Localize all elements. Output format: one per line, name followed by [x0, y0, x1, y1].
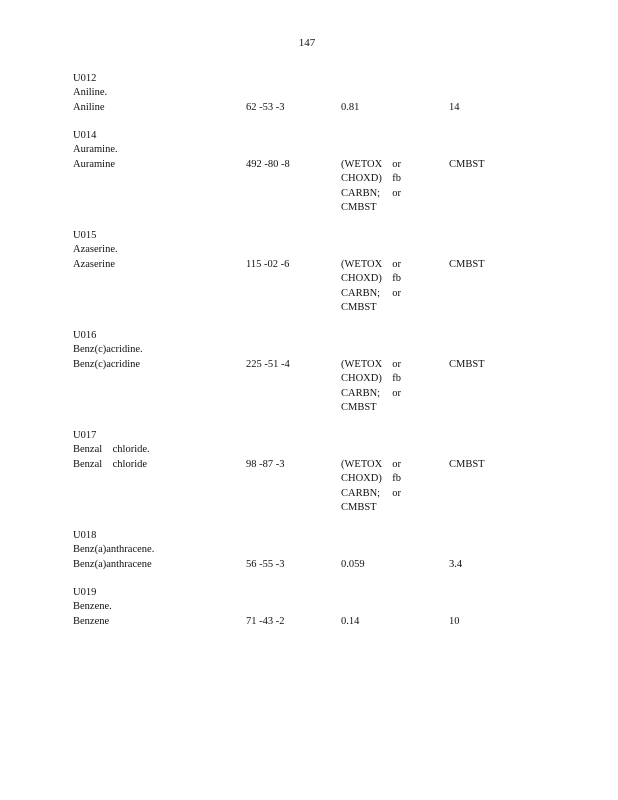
cas-number: 71 -43 -2	[246, 615, 285, 627]
wastewater-standard	[341, 358, 401, 416]
common-name: Azaserine.	[73, 244, 118, 256]
nonwastewater-standard: CMBST	[449, 158, 485, 170]
waste-entry	[73, 429, 593, 514]
wastewater-standard	[341, 258, 401, 316]
wastewater-standard	[341, 158, 401, 216]
waste-code: U012	[73, 73, 97, 84]
waste-entry	[73, 586, 593, 629]
constituent-name: Benz(c)acridine	[73, 358, 141, 370]
constituent-row	[73, 358, 593, 414]
wastewater-line: CHOXD) fb	[341, 273, 401, 285]
waste-entry	[73, 329, 593, 414]
page-number: 147	[298, 37, 316, 49]
wastewater-line: CARBN; or	[341, 287, 401, 299]
waste-code: U015	[73, 230, 97, 241]
wastewater-line: CARBN; or	[341, 487, 401, 499]
wastewater-line: CMBST	[341, 202, 377, 214]
nonwastewater-standard: CMBST	[449, 358, 485, 370]
wastewater-line: CMBST	[341, 502, 377, 514]
waste-entry	[73, 229, 593, 314]
cas-number: 492 -80 -8	[246, 158, 290, 170]
wastewater-line: CHOXD) fb	[341, 473, 401, 485]
wastewater-standard	[341, 458, 401, 516]
wastewater-line: 0.059	[341, 558, 365, 570]
waste-code: U014	[73, 130, 97, 141]
constituent-row	[73, 458, 593, 514]
cas-number: 115 -02 -6	[246, 258, 290, 270]
common-name: Auramine.	[73, 144, 118, 156]
wastewater-line: CMBST	[341, 302, 377, 314]
waste-entry	[73, 72, 593, 115]
constituent-name: Azaserine	[73, 258, 115, 270]
constituent-name: Aniline	[73, 101, 105, 113]
wastewater-line: CARBN; or	[341, 387, 401, 399]
wastewater-standard	[341, 101, 401, 115]
wastewater-line: CHOXD) fb	[341, 173, 401, 185]
cas-number: 62 -53 -3	[246, 101, 285, 113]
common-name: Benz(c)acridine.	[73, 344, 143, 356]
constituent-row	[73, 101, 593, 115]
waste-code: U017	[73, 430, 97, 441]
wastewater-line: (WETOX or	[341, 258, 401, 270]
common-name: Aniline.	[73, 87, 108, 99]
nonwastewater-standard: CMBST	[449, 258, 485, 270]
cas-number: 225 -51 -4	[246, 358, 290, 370]
waste-code: U019	[73, 587, 97, 598]
wastewater-standard	[341, 558, 401, 572]
waste-code: U018	[73, 530, 97, 541]
common-name: Benzal chloride.	[73, 444, 150, 456]
nonwastewater-standard: 14	[449, 101, 460, 113]
nonwastewater-standard: 3.4	[449, 558, 463, 570]
wastewater-line: CMBST	[341, 402, 377, 414]
constituent-row	[73, 158, 593, 214]
wastewater-line: (WETOX or	[341, 158, 401, 170]
wastewater-line: CARBN; or	[341, 187, 401, 199]
constituent-row	[73, 258, 593, 314]
constituent-name: Auramine	[73, 158, 115, 170]
cas-number: 56 -55 -3	[246, 558, 285, 570]
waste-code: U016	[73, 330, 97, 341]
constituent-name: Benzene	[73, 615, 110, 627]
constituent-name: Benz(a)anthracene	[73, 558, 152, 570]
waste-entry	[73, 529, 593, 572]
common-name: Benz(a)anthracene.	[73, 544, 155, 556]
constituent-name: Benzal chloride	[73, 458, 148, 470]
wastewater-line: (WETOX or	[341, 458, 401, 470]
waste-entry	[73, 129, 593, 214]
nonwastewater-standard: CMBST	[449, 458, 485, 470]
wastewater-line: CHOXD) fb	[341, 373, 401, 385]
common-name: Benzene.	[73, 601, 112, 613]
constituent-row	[73, 558, 593, 572]
nonwastewater-standard: 10	[449, 615, 460, 627]
wastewater-line: 0.14	[341, 615, 360, 627]
wastewater-line: 0.81	[341, 101, 360, 113]
wastewater-standard	[341, 615, 401, 629]
cas-number: 98 -87 -3	[246, 458, 285, 470]
constituent-row	[73, 615, 593, 629]
wastewater-line: (WETOX or	[341, 358, 401, 370]
